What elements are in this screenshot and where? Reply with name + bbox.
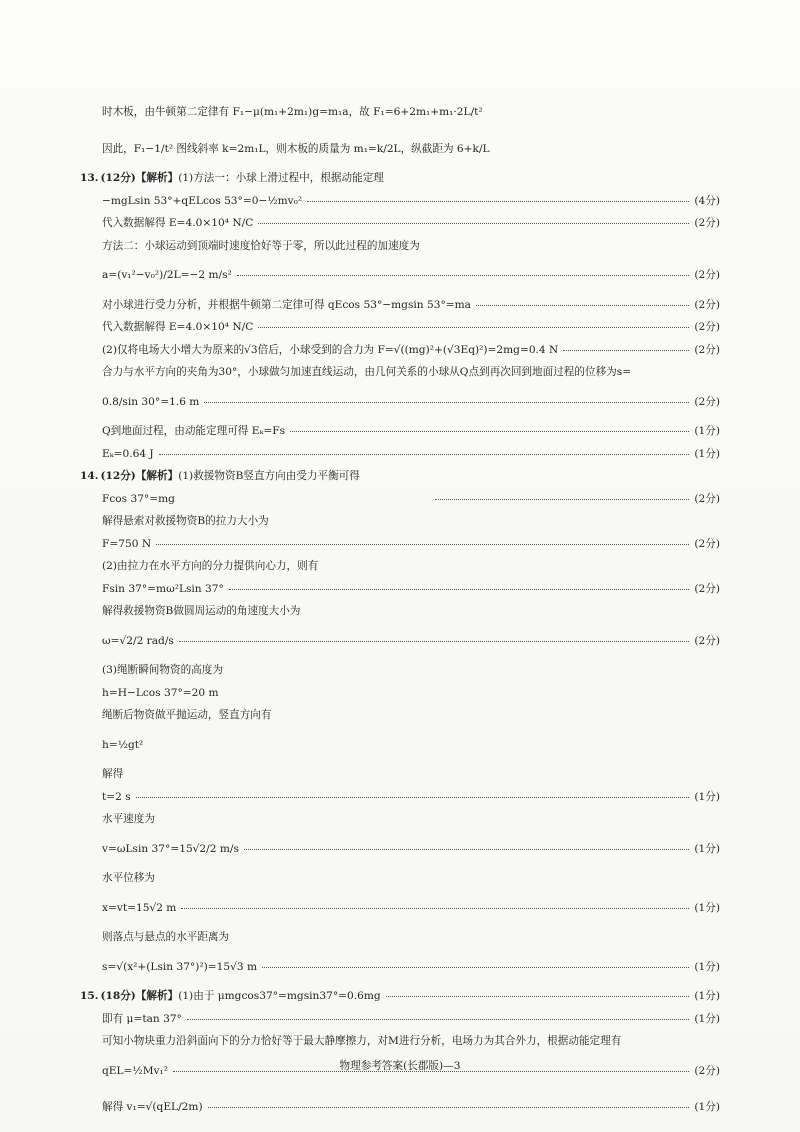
question-number: 15. <box>80 990 99 1002</box>
line-text: Eₖ=0.64 J <box>102 447 154 460</box>
score-value: (1分) <box>694 1101 720 1113</box>
answer-line <box>80 930 720 944</box>
answer-line <box>80 686 720 700</box>
line-text: (1)方法一：小球上滑过程中，根据动能定理 <box>178 172 384 184</box>
answer-line <box>80 320 720 334</box>
score-tag: (18分)【解析】 <box>100 990 179 1002</box>
answer-line <box>80 1012 720 1026</box>
line-text: 即有 μ=tan 37° <box>102 1012 182 1025</box>
dotted-leader <box>187 1018 690 1020</box>
answer-line <box>80 365 720 379</box>
score-value: (2分) <box>694 1064 720 1077</box>
line-text: 因此，F₁−1/t² 图线斜率 k=2m₁L，则木板的质量为 m₁=k/2L，纵截距为 6+k/L <box>102 142 490 155</box>
answer-line <box>80 894 720 922</box>
score-value: (2分) <box>694 343 720 356</box>
answer-line <box>80 514 720 528</box>
score-tag: (12分)【解析】 <box>100 172 179 184</box>
score-value: (1分) <box>694 842 720 855</box>
line-text: 解得 <box>102 768 124 780</box>
answer-line <box>80 298 720 312</box>
line-text: 对小球进行受力分析，并根据牛顿第二定律可得 qEcos 53°−mgsin 53°=ma <box>102 298 471 311</box>
line-text: 时木板，由牛顿第二定律有 F₁−μ(m₁+2m₁)g=m₁a，故 F₁=6+2m₁+m₁·2L/t² <box>102 106 483 118</box>
dotted-leader <box>262 966 689 968</box>
score-value: (2分) <box>694 321 720 333</box>
line-text: a=(v₁²−v₀²)/2L=−2 m/s² <box>102 269 232 281</box>
question-number: 13. <box>80 172 99 184</box>
dotted-leader <box>476 304 689 306</box>
line-text: (2)仅将电场大小增大为原来的√3倍后，小球受到的合力为 F=√((mg)²+(√3Eq)²)=2mg=0.4 N <box>102 343 559 356</box>
answer-line <box>80 708 720 722</box>
line-text: x=vt=15√2 m <box>102 901 177 914</box>
line-text: 代入数据解得 E=4.0×10⁴ N/C <box>102 321 254 333</box>
line-text: Fcos 37°=mg <box>102 492 175 505</box>
line-text: (3)绳断瞬间物资的高度为 <box>102 664 223 676</box>
score-value: (2分) <box>694 298 720 311</box>
dotted-leader <box>159 453 690 455</box>
answer-line <box>80 343 720 357</box>
question-number: 14. <box>80 470 99 482</box>
dotted-leader <box>204 401 689 403</box>
line-text: 绳断后物资做平抛运动，竖直方向有 <box>102 709 272 721</box>
answer-line <box>80 835 720 863</box>
score-tag: (12分)【解析】 <box>100 470 179 482</box>
line-text: 合力与水平方向的夹角为30°，小球做匀加速直线运动，由几何关系的小球从Q点到再次回到地面过程的位移为s= <box>102 366 632 378</box>
score-value: (2分) <box>694 634 720 647</box>
answer-line <box>80 492 720 506</box>
dotted-leader <box>179 640 690 642</box>
score-value: (2分) <box>694 582 720 595</box>
line-text: h=½gt² <box>102 738 144 751</box>
dotted-leader <box>181 907 689 909</box>
answer-line <box>80 812 720 826</box>
dotted-leader <box>563 349 689 351</box>
answer-line <box>80 871 720 885</box>
answer-line <box>80 1093 720 1121</box>
dotted-leader <box>258 326 689 328</box>
score-value: (1分) <box>694 901 720 914</box>
answer-line <box>80 767 720 781</box>
line-text: 代入数据解得 E=4.0×10⁴ N/C <box>102 217 254 229</box>
dotted-leader <box>307 200 689 202</box>
line-text: 解得 v₁=√(qEL/2m) <box>102 1101 203 1113</box>
answer-line <box>80 388 720 416</box>
score-value: (1分) <box>694 1012 720 1025</box>
answer-line <box>80 447 720 461</box>
answer-line <box>80 604 720 618</box>
page-footer: 物理参考答案(长郡版)—3 <box>339 1060 461 1072</box>
answer-line <box>80 194 720 208</box>
answer-line <box>80 469 720 483</box>
answer-line <box>80 1034 720 1048</box>
line-text: F=750 N <box>102 537 152 550</box>
line-text: v=ωLsin 37°=15√2/2 m/s <box>102 842 239 855</box>
line-text: (1)救援物资B竖直方向由受力平衡可得 <box>178 470 360 482</box>
line-text: Fsin 37°=mω²Lsin 37° <box>102 582 224 595</box>
answer-line <box>80 424 720 438</box>
dotted-leader <box>237 274 690 276</box>
line-text: s=√(x²+(Lsin 37°)²)=15√3 m <box>102 960 258 973</box>
answer-line <box>80 135 720 163</box>
line-text: −mgLsin 53°+qELcos 53°=0−½mv₀² <box>102 194 303 207</box>
answer-content <box>80 98 720 1130</box>
line-text: qEL=½Mv₁² <box>102 1064 169 1077</box>
answer-line <box>80 216 720 230</box>
line-text: 则落点与悬点的水平距离为 <box>102 931 230 943</box>
line-text: 方法二：小球运动到顶端时速度恰好等于零，所以此过程的加速度为 <box>102 239 420 252</box>
score-value: (1分) <box>694 960 720 973</box>
line-text: Q到地面过程，由动能定理可得 Eₖ=Fs <box>102 425 286 437</box>
answer-line <box>80 261 720 289</box>
score-value: (1分) <box>694 447 720 460</box>
score-value: (2分) <box>694 492 720 505</box>
score-value: (2分) <box>694 217 720 229</box>
line-text: 可知小物块重力沿斜面向下的分力恰好等于最大静摩擦力，对M进行分析，电场力为其合外力，根据动能定理有 <box>102 1035 622 1047</box>
line-text: (2)由拉力在水平方向的分力提供向心力，则有 <box>102 560 319 572</box>
answer-line <box>80 98 720 126</box>
dotted-leader <box>290 430 689 432</box>
line-text: (1)由于 μmgcos37°=mgsin37°=0.6mg <box>178 990 381 1002</box>
dotted-leader <box>258 222 689 224</box>
dotted-leader <box>208 1106 690 1108</box>
answer-line <box>80 663 720 677</box>
dotted-leader <box>386 995 690 997</box>
dotted-leader <box>156 543 689 545</box>
answer-line <box>80 731 720 759</box>
line-text: 解得救援物资B做圆周运动的角速度大小为 <box>102 605 301 617</box>
answer-line <box>80 790 720 804</box>
dotted-leader <box>229 588 690 590</box>
line-text: 0.8/sin 30°=1.6 m <box>102 395 200 408</box>
score-value: (4分) <box>694 194 720 207</box>
score-value: (2分) <box>694 537 720 550</box>
score-value: (1分) <box>694 790 720 803</box>
answer-line <box>80 953 720 981</box>
answer-line <box>80 559 720 573</box>
answer-line <box>80 582 720 596</box>
score-value: (1分) <box>694 990 720 1002</box>
line-text: ω=√2/2 rad/s <box>102 634 174 647</box>
answer-line <box>80 171 720 185</box>
dotted-leader <box>435 498 689 500</box>
score-value: (2分) <box>694 395 720 408</box>
line-text: 解得悬索对救援物资B的拉力大小为 <box>102 515 269 527</box>
answer-line <box>80 537 720 551</box>
score-value: (1分) <box>694 425 720 437</box>
line-text: h=H−Lcos 37°=20 m <box>102 686 219 699</box>
line-text: 水平位移为 <box>102 872 155 884</box>
line-text: 水平速度为 <box>102 813 155 825</box>
dotted-leader <box>136 796 690 798</box>
answer-line <box>80 627 720 655</box>
line-text: t=2 s <box>102 790 131 803</box>
answer-line <box>80 239 720 253</box>
dotted-leader <box>244 848 689 850</box>
score-value: (2分) <box>694 269 720 281</box>
answer-line <box>80 989 720 1003</box>
